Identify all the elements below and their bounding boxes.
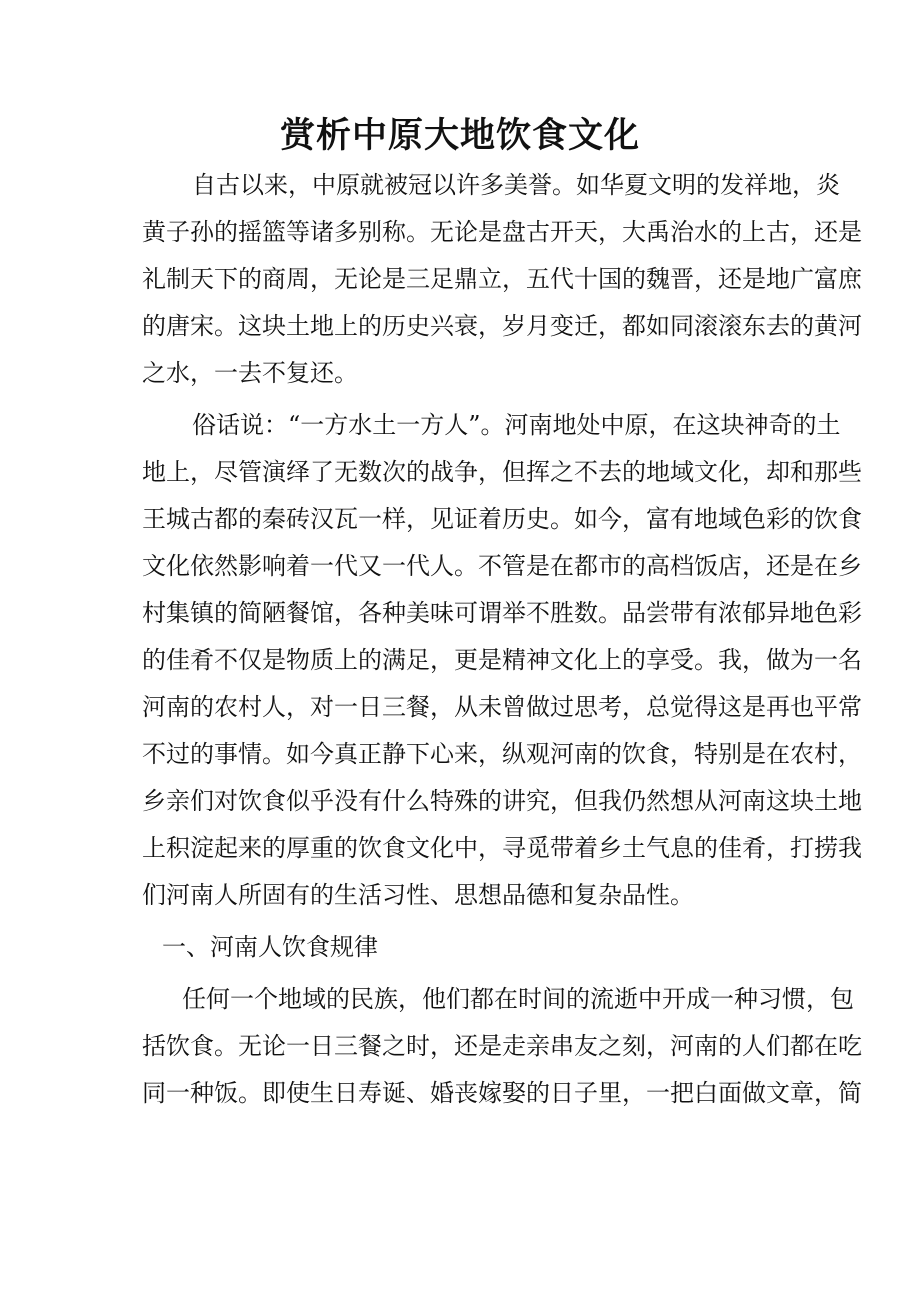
paragraph-line: 的唐宋。这块土地上的历史兴衰，岁月变迁，都如同滚滚东去的黄河 xyxy=(142,312,862,340)
paragraph-line: 河南的农村人，对一日三餐，从未曾做过思考，总觉得这是再也平常 xyxy=(142,693,862,721)
paragraph-line: 之水，一去不复还。 xyxy=(142,359,358,387)
paragraph-line: 俗话说：“一方水土一方人”。河南地处中原，在这块神奇的土 xyxy=(192,411,841,439)
paragraph-line: 括饮食。无论一日三餐之时，还是走亲串友之刻，河南的人们都在吃 xyxy=(142,1032,862,1060)
paragraph-line: 乡亲们对饮食似乎没有什么特殊的讲究，但我仍然想从河南这块土地 xyxy=(142,787,862,815)
paragraph-line: 文化依然影响着一代又一代人。不管是在都市的高档饭店，还是在乡 xyxy=(142,552,862,580)
section-heading: 一、河南人饮食规律 xyxy=(162,933,378,961)
paragraph-line: 的佳肴不仅是物质上的满足，更是精神文化上的享受。我，做为一名 xyxy=(142,646,862,674)
paragraph-line: 任何一个地域的民族，他们都在时间的流逝中开成一种习惯，包 xyxy=(182,985,854,1013)
paragraph-line: 不过的事情。如今真正静下心来，纵观河南的饮食，特别是在农村， xyxy=(142,740,862,768)
paragraph-line: 王城古都的秦砖汉瓦一样，见证着历史。如今，富有地域色彩的饮食 xyxy=(142,505,862,533)
paragraph-line: 地上，尽管演绎了无数次的战争，但挥之不去的地域文化，却和那些 xyxy=(142,458,862,486)
paragraph-line: 们河南人所固有的生活习性、思想品德和复杂品性。 xyxy=(142,881,694,909)
paragraph-line: 村集镇的简陋餐馆，各种美味可谓举不胜数。品尝带有浓郁异地色彩 xyxy=(142,599,862,627)
paragraph-line: 同一种饭。即使生日寿诞、婚丧嫁娶的日子里，一把白面做文章，简 xyxy=(142,1079,862,1107)
paragraph-line: 上积淀起来的厚重的饮食文化中，寻觅带着乡土气息的佳肴，打捞我 xyxy=(142,834,862,862)
paragraph-line: 礼制天下的商周，无论是三足鼎立，五代十国的魏晋，还是地广富庶 xyxy=(142,265,862,293)
document-title: 赏析中原大地饮食文化 xyxy=(279,115,640,156)
paragraph-line: 自古以来，中原就被冠以许多美誉。如华夏文明的发祥地，炎 xyxy=(192,171,840,199)
paragraph-line: 黄子孙的摇篮等诸多别称。无论是盘古开天，大禹治水的上古，还是 xyxy=(142,218,862,246)
